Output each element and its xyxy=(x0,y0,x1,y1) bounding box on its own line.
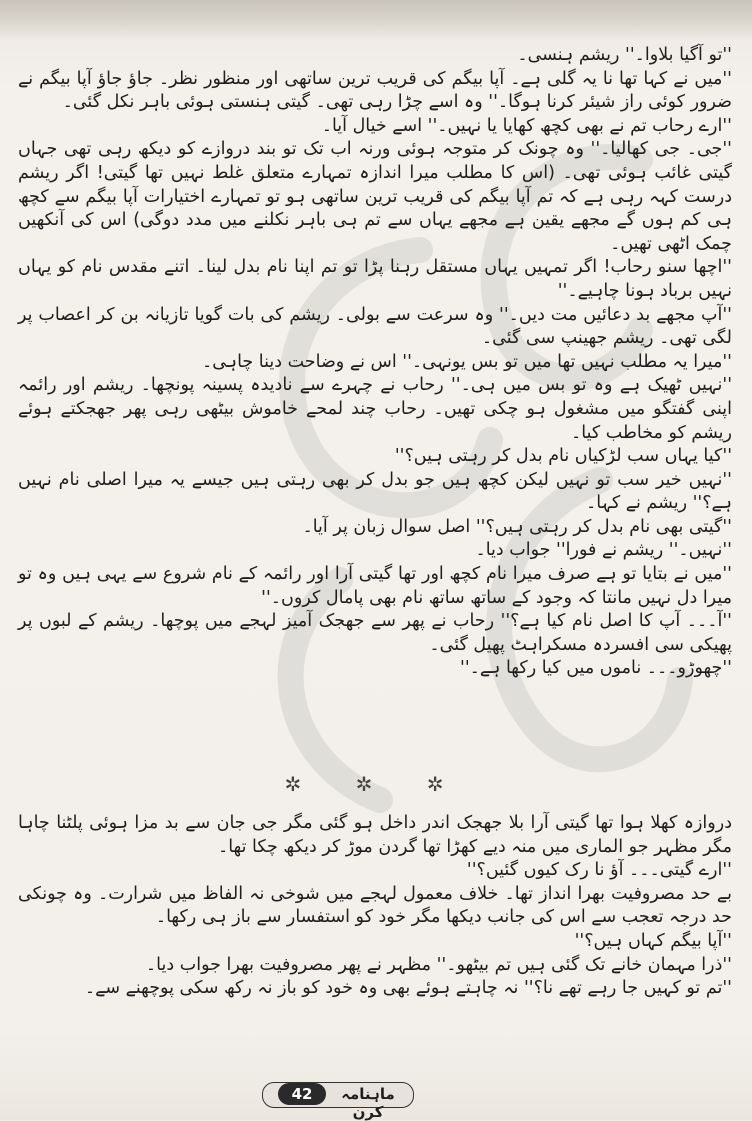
paragraph: ''میں نے کہا تھا نا یہ گلی ہے۔ آپا بیگم کی قریب ترین ساتھی اور منظور نظر۔ جاؤ جاؤ آپا بیگم نے ضرور کوئی راز شیئر کرنا ہوگا۔'' وہ اسے چڑا رہی تھی۔ گیتی ہنستی ہوئی باہر نکل گئی۔ xyxy=(18,68,732,113)
paragraph: ''نہیں۔'' ریشم نے فورا'' جواب دیا۔ xyxy=(475,540,732,561)
paragraph: ''ذرا مہمان خانے تک گئی ہیں تم بیٹھو۔'' مظہر نے پھر مصروفیت بھرا جواب دیا۔ xyxy=(145,954,732,975)
paragraph: ''جی۔ جی کھالیا۔'' وہ چونک کر متوجہ ہوئی ورنہ اب تک تو بند دروازے کو دیکھ رہی تھی جہاں گیتی غائب ہوئی تھی۔ (اس کا مطلب میرا اندازہ تمہارے متعلق غلط نہیں تھا گیتی! اگر ریشم درست کہہ رہی ہے کہ تم آپا بیگم کی قریب ترین ساتھی ہو تو تمہارے اختیارات آپا بیگم سے کچھ ہی کم ہوں گے مجھے یقین ہے مجھے یہاں سے تم ہی باہر نکلنے میں مدد دوگی) اس کی آنکھیں چمک اٹھی تھیں۔ xyxy=(18,139,732,254)
paragraph: ''میں نے بتایا تو ہے صرف میرا نام کچھ اور تھا گیتی آرا اور رائمہ کے نام شروع سے یہی ہیں وہ تو میرا دل نہیں مانتا کہ وجود کے ساتھ ساتھ نام بھی پامال کروں۔'' xyxy=(18,564,732,608)
paragraph: ''تو آگیا بلاوا۔'' ریشم ہنسی۔ xyxy=(517,45,732,65)
story-text-block-2 xyxy=(18,812,732,1001)
paragraph: ''گیتی بھی نام بدل کر رہتی ہیں؟'' اصل سوال زبان پر آیا۔ xyxy=(302,516,732,537)
paragraph: ''میرا یہ مطلب نہیں تھا میں تو بس یونہی۔'' اس نے وضاحت دینا چاہی۔ xyxy=(201,351,732,372)
paragraph: دروازہ کھلا ہوا تھا گیتی آرا بلا جھجک اندر داخل ہو گئی مگر جی جان سے بد مزا ہوئی پلٹنا چاہا مگر مظہر جو الماری میں منہ دیے کھڑا تھا گردن موڑ کر دیکھ چکا تھا۔ xyxy=(18,813,732,857)
paragraph: ''نہیں ٹھیک ہے وہ تو بس میں ہی۔'' رحاب نے چہرے سے نادیدہ پسینہ پونچھا۔ ریشم اور رائمہ اپنی گفتگو میں مشغول ہو چکی تھیں۔ رحاب چند لمحے خاموش بیٹھی رہی پھر جھجکتے ہوئے ریشم کو مخاطب کیا۔ xyxy=(18,375,732,443)
paragraph: ''آپ مجھے بد دعائیں مت دیں۔'' وہ سرعت سے بولی۔ ریشم کی بات گویا تازیانہ بن کر اعصاب پر لگی تھی۔ ریشم جھینپ سی گئی۔ xyxy=(18,304,732,349)
paragraph: ''آ۔۔۔ آپ کا اصل نام کیا ہے؟'' رحاب نے پھر سے جھجک آمیز لہجے میں پوچھا۔ ریشم کے لبوں پر پھیکی سی افسردہ مسکراہٹ پھیل گئی۔ xyxy=(18,611,732,655)
paragraph: ''چھوڑو۔۔۔ ناموں میں کیا رکھا ہے۔'' xyxy=(460,658,732,679)
section-separator-stars: ✲ ✲ ✲ xyxy=(284,772,468,796)
paragraph: ''تم تو کہیں جا رہے تھے نا؟'' نہ چاہتے ہوئے بھی وہ خود کو باز نہ رکھ سکی پوچھنے سے۔ xyxy=(84,978,732,999)
paragraph: بے حد مصروفیت بھرا انداز تھا۔ خلاف معمول لہجے میں شوخی نہ الفاظ میں شرارت۔ وہ چونکی حد درجہ تعجب سے اس کی جانب دیکھا مگر خود کو استفسار سے باز ہی رکھا۔ xyxy=(18,883,732,928)
paragraph: ''ارے گیتی۔۔۔ آؤ نا رک کیوں گئیں؟'' xyxy=(466,860,732,881)
paragraph: ''اچھا سنو رحاب! اگر تمہیں یہاں مستقل رہنا پڑا تو تم اپنا نام بدل لینا۔ اتنے مقدس نام کو یہاں نہیں برباد ہونا چاہیے۔'' xyxy=(18,257,732,301)
paragraph: ''ارے رحاب تم نے بھی کچھ کھایا یا نہیں۔'' اسے خیال آیا۔ xyxy=(321,115,732,136)
paragraph: ''آپا بیگم کہاں ہیں؟'' xyxy=(574,930,732,951)
paragraph: ''کیا یہاں سب لڑکیاں نام بدل کر رہتی ہیں؟'' xyxy=(394,446,732,467)
story-text-block-1 xyxy=(18,44,732,681)
paragraph: ''نہیں خیر سب تو نہیں لیکن کچھ ہیں جو بدل کر بھی رہتی ہیں جیسے یہ میرا اصلی نام نہیں ہے؟'' ریشم نے کہا۔ xyxy=(18,469,732,514)
magazine-title: ماہنامہ کرن xyxy=(341,1085,395,1121)
page-number: 42 xyxy=(278,1083,326,1105)
page-top-shadow xyxy=(0,0,752,40)
